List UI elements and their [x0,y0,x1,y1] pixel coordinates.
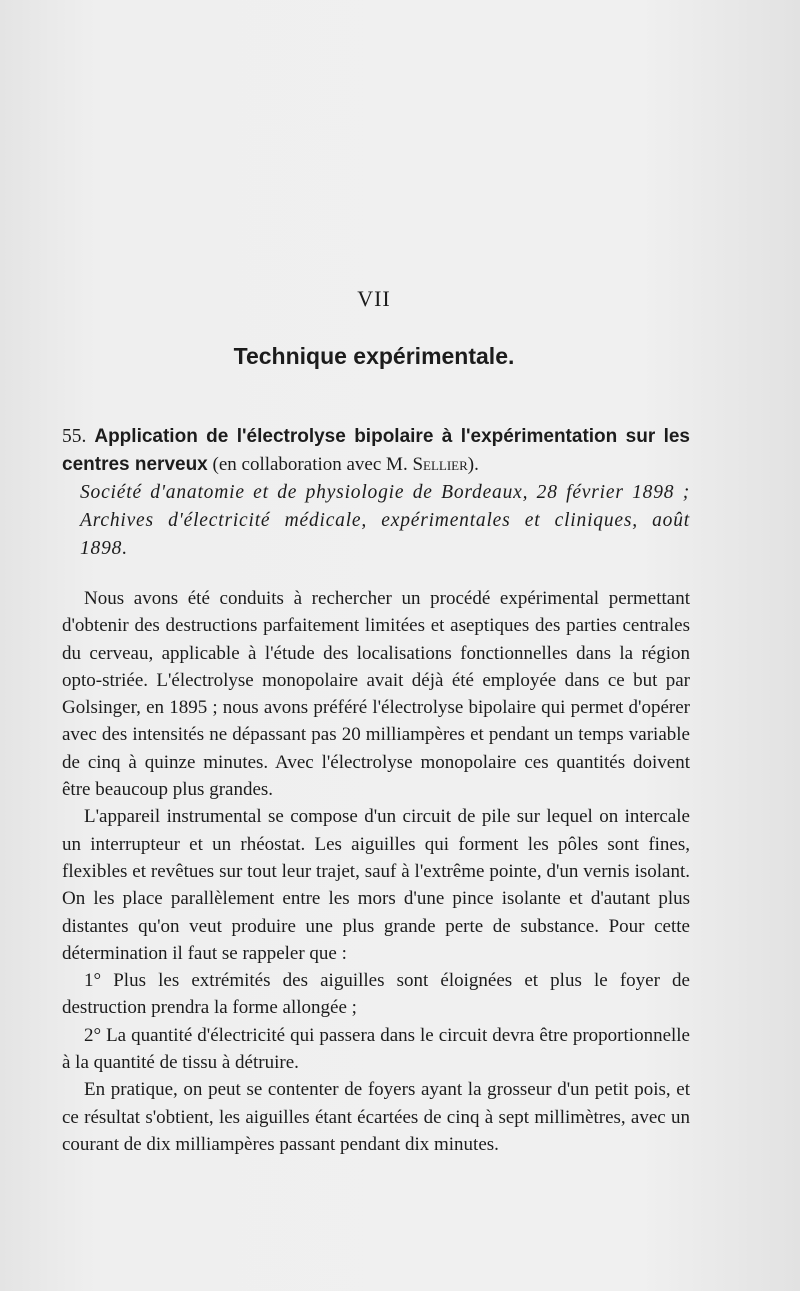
chapter-number: VII [357,286,391,311]
entry-collab-name: Sellier [412,454,468,475]
chapter-title: Technique expérimentale. [233,343,515,369]
entry-reference: Société d'anatomie et de physiologie de Bordeaux, 28 février 1898 ; Archives d'électricité médicale, expérimentales et cliniques, août 1898. [80,482,690,559]
paragraph: L'appareil instrumental se compose d'un circuit de pile sur lequel on intercale un interrupteur et un rhéostat. Les aiguilles qui forment les pôles sont fines, flexibles et revêtues sur tout leur trajet, sauf à l'extrême pointe, d'un vernis isolant. On les place parallèlement entre les mors d'une pince isolante et d'autant plus distantes qu'on veut produire une plus grande perte de substance. Pour cette détermination il faut se rappeler que : [62,806,690,964]
entry-heading [62,423,690,479]
entry-number: 55. [62,426,87,447]
publication-entry [62,423,690,563]
entry-collab-suffix: ). [467,454,479,475]
paragraph: 2° La quantité d'électricité qui passera dans le circuit devra être proportionnelle à la quantité de tissu à détruire. [62,1024,690,1074]
body-text [62,585,690,1158]
entry-collab-prefix: (en collaboration avec M. [207,454,413,475]
entry-title: Application de l'électrolyse bipolaire à l'expérimentation sur les centres nerveux [62,426,691,475]
paragraph: En pratique, on peut se contenter de foyers ayant la grosseur d'un petit pois, et ce résultat s'obtient, les aiguilles étant écartées de cinq à sept millimètres, avec un courant de dix milliampères passant pendant dix minutes. [62,1079,690,1155]
paragraph: 1° Plus les extrémités des aiguilles sont éloignées et plus le foyer de destruction prendra la forme allongée ; [62,970,690,1019]
paragraph: Nous avons été conduits à rechercher un procédé expérimental permettant d'obtenir des destructions parfaitement limitées et aseptiques des parties centrales du cerveau, applicable à l'étude des localisations fonctionnelles dans la région opto-striée. L'électrolyse monopolaire avait déjà été employée dans ce but par Golsinger, en 1895 ; nous avons préféré l'électrolyse bipolaire qui permet d'opérer avec des intensités ne dépassant pas 20 milliampères et pendant un temps variable de cinq à quinze minutes. Avec l'électrolyse monopolaire ces quantités doivent être beaucoup plus grandes. [62,588,690,801]
